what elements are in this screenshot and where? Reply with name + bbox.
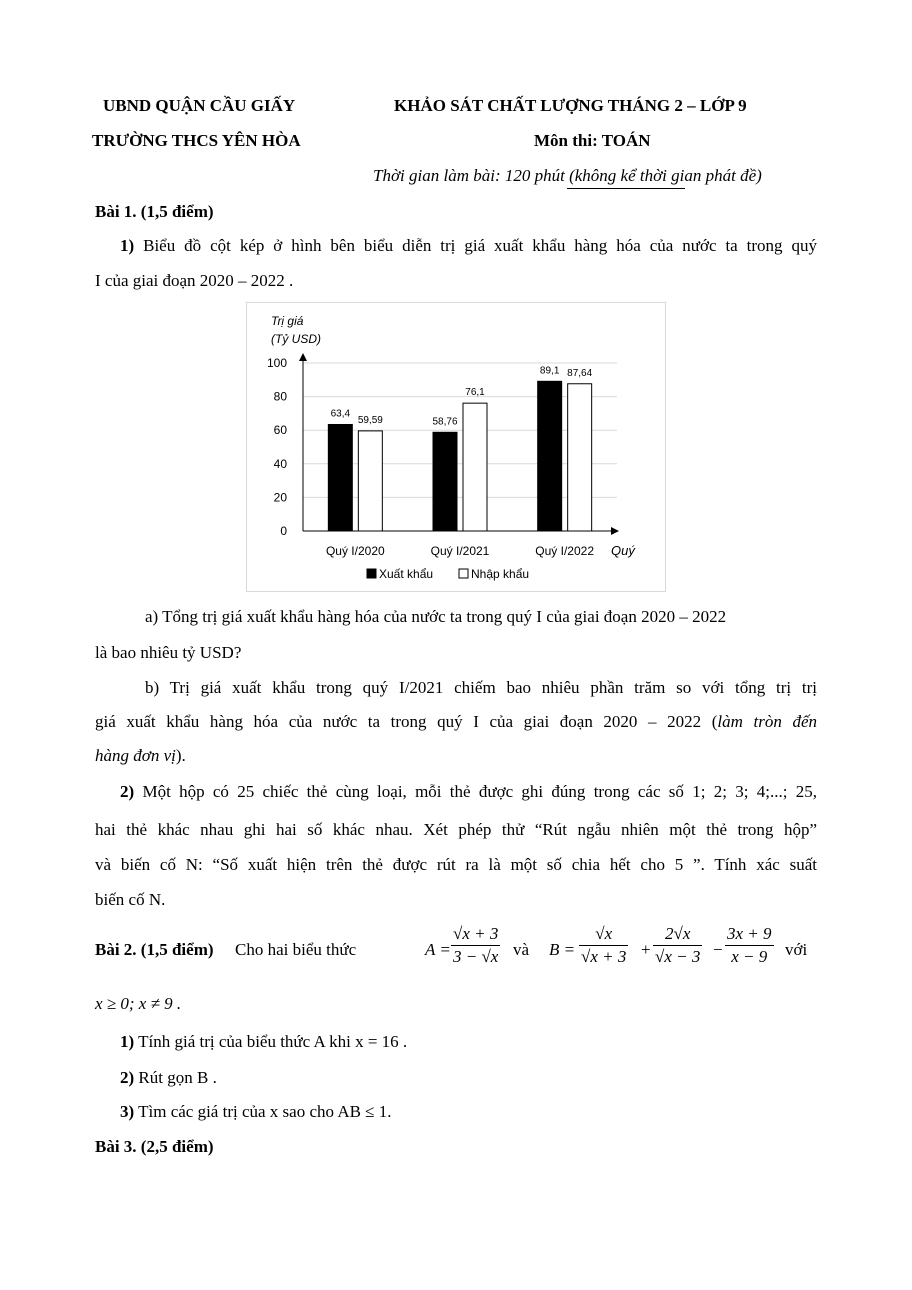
bai2-part3 — [95, 1102, 842, 1122]
expr-B-t1-denominator: √x + 3 — [581, 947, 627, 966]
bai2-statement — [95, 920, 817, 980]
legend-swatch — [367, 569, 376, 578]
bai1-qb-end: ). — [175, 746, 186, 765]
bai2-condition: x ≥ 0; x ≠ 9 . — [95, 994, 182, 1013]
bai3-title: Bài 3. (2,5 điểm) — [95, 1137, 214, 1156]
bai2-intro: Cho hai biểu thức — [235, 940, 357, 959]
bai1-qa-line1: a) Tổng trị giá xuất khẩu hàng hóa của nước ta trong quý I của giai đoạn 2020 – 2022 — [145, 607, 727, 626]
bai2-part2 — [95, 1068, 842, 1088]
expr-A-fraction — [451, 924, 500, 967]
bai2-p2-text: Rút gọn B . — [134, 1068, 217, 1087]
bai1-q1-line2: I của giai đoạn 2020 – 2022 . — [95, 271, 294, 290]
school-name: TRƯỜNG THCS YÊN HÒA — [92, 131, 301, 150]
bai1-qb-italic: làm tròn đến — [717, 712, 817, 731]
bai1-q1-line1 — [95, 236, 817, 256]
exam-subject: Môn thi: TOÁN — [534, 131, 651, 150]
bai1-qa-line2: là bao nhiêu tỷ USD? — [95, 643, 242, 662]
y-tick-label: 40 — [273, 456, 287, 471]
chart-ylabel-1: Trị giá — [271, 314, 304, 328]
export-import-chart — [246, 302, 666, 592]
expr-B-term1 — [579, 924, 628, 967]
bar-import — [568, 384, 592, 531]
bai1-q2-text: Một hộp có 25 chiếc thẻ cùng loại, mỗi thẻ được ghi đúng trong các số 1; 2; 3; 4;...; 25, — [134, 782, 817, 801]
bar-import — [358, 431, 382, 531]
bai1-q2-line3: và biến cố N: “Số xuất hiện trên thẻ được rút ra là một số chia hết cho 5 ”. Tính xác suất — [95, 855, 817, 874]
expr-A-numerator: √x + 3 — [451, 924, 500, 946]
bai2-p2-number: 2) — [120, 1068, 135, 1087]
bai2-and: và — [513, 940, 530, 959]
legend-swatch — [459, 569, 468, 578]
bai1-q2-line1 — [95, 782, 817, 802]
bai2-p3-text: Tìm các giá trị của x sao cho AB ≤ 1. — [134, 1102, 392, 1121]
y-tick-label: 60 — [273, 423, 287, 438]
bai1-q1-number: 1) — [120, 236, 135, 255]
bai1-q2-number: 2) — [120, 782, 135, 801]
exam-title: KHẢO SÁT CHẤT LƯỢNG THÁNG 2 – LỚP 9 — [394, 96, 747, 115]
expr-A-lhs: A = — [425, 940, 451, 959]
chart-xlabel: Quý — [611, 543, 635, 558]
chart-ylabel-2: (Tỷ USD) — [271, 332, 321, 346]
bai2-with: với — [785, 940, 808, 959]
bar-export — [328, 424, 352, 531]
bar-value-label: 59,59 — [357, 414, 383, 426]
bai2-p1-text: Tính giá trị của biểu thức A khi x = 16 . — [134, 1032, 408, 1051]
bar-value-label: 58,76 — [432, 416, 458, 428]
bar-value-label: 89,1 — [539, 365, 560, 377]
bai2-part1 — [95, 1032, 842, 1052]
y-axis-arrow — [299, 353, 307, 361]
bar-value-label: 76,1 — [465, 387, 485, 399]
x-category-label: Quý I/2020 — [325, 544, 385, 558]
y-tick-label: 0 — [280, 524, 287, 538]
y-tick-label: 100 — [266, 356, 287, 370]
bai2-p3-number: 3) — [120, 1102, 135, 1121]
time-note: Thời gian làm bài: 120 phút (không kể thời gian phát đề) — [373, 166, 762, 185]
bar-value-label: 63,4 — [330, 408, 351, 420]
bar-import — [463, 403, 487, 531]
expr-B-t3-denominator: x − 9 — [731, 947, 768, 966]
bai1-qb-line1: b) Trị giá xuất khẩu trong quý I/2021 chiếm bao nhiêu phần trăm so với tổng trị trị — [145, 678, 817, 697]
expr-A-denominator: 3 − √x — [453, 947, 499, 966]
bai2-title: Bài 2. (1,5 điểm) — [95, 940, 214, 959]
legend-label: Xuất khẩu — [379, 567, 434, 581]
expr-B-term3 — [725, 924, 774, 967]
chart-svg — [247, 303, 665, 591]
expr-B-t2-denominator: √x − 3 — [655, 947, 701, 966]
bai1-q2-line4: biến cố N. — [95, 890, 166, 909]
bai1-q2-line2: hai thẻ khác nhau ghi hai số khác nhau. Xét phép thử “Rút ngẫu nhiên một thẻ trong hộp” — [95, 820, 817, 839]
bai2-p1-number: 1) — [120, 1032, 135, 1051]
underline-rule — [567, 188, 685, 189]
x-category-label: Quý I/2022 — [535, 544, 595, 558]
bar-export — [433, 432, 457, 531]
bai1-title: Bài 1. (1,5 điểm) — [95, 202, 214, 221]
y-tick-label: 20 — [273, 490, 287, 505]
bar-export — [538, 381, 562, 531]
bai1-qb-line3 — [95, 746, 817, 766]
expr-B-term2 — [653, 924, 702, 967]
x-axis-arrow — [611, 527, 619, 535]
expr-B-t1-numerator: √x — [579, 924, 628, 946]
plus-sign: + — [641, 940, 651, 959]
bai1-qb-line2 — [95, 712, 817, 732]
expr-B-lhs: B = — [549, 940, 576, 959]
legend-label: Nhập khẩu — [471, 567, 530, 581]
y-tick-label: 80 — [273, 389, 287, 404]
bar-value-label: 87,64 — [567, 367, 593, 379]
bai1-qb-text: giá xuất khẩu hàng hóa của nước ta trong quý I của giai đoạn 2020 – 2022 ( — [95, 712, 718, 731]
bai1-qb-italic2: hàng đơn vị — [95, 746, 176, 765]
x-category-label: Quý I/2021 — [430, 544, 490, 558]
expr-B-t3-numerator: 3x + 9 — [725, 924, 774, 946]
bai1-q1-text: Biểu đồ cột kép ở hình bên biểu diễn trị giá xuất khẩu hàng hóa của nước ta trong quý — [134, 236, 817, 255]
minus-sign: − — [713, 940, 723, 959]
school-district: UBND QUẬN CẦU GIẤY — [103, 96, 296, 115]
expr-B-t2-numerator: 2√x — [653, 924, 702, 946]
